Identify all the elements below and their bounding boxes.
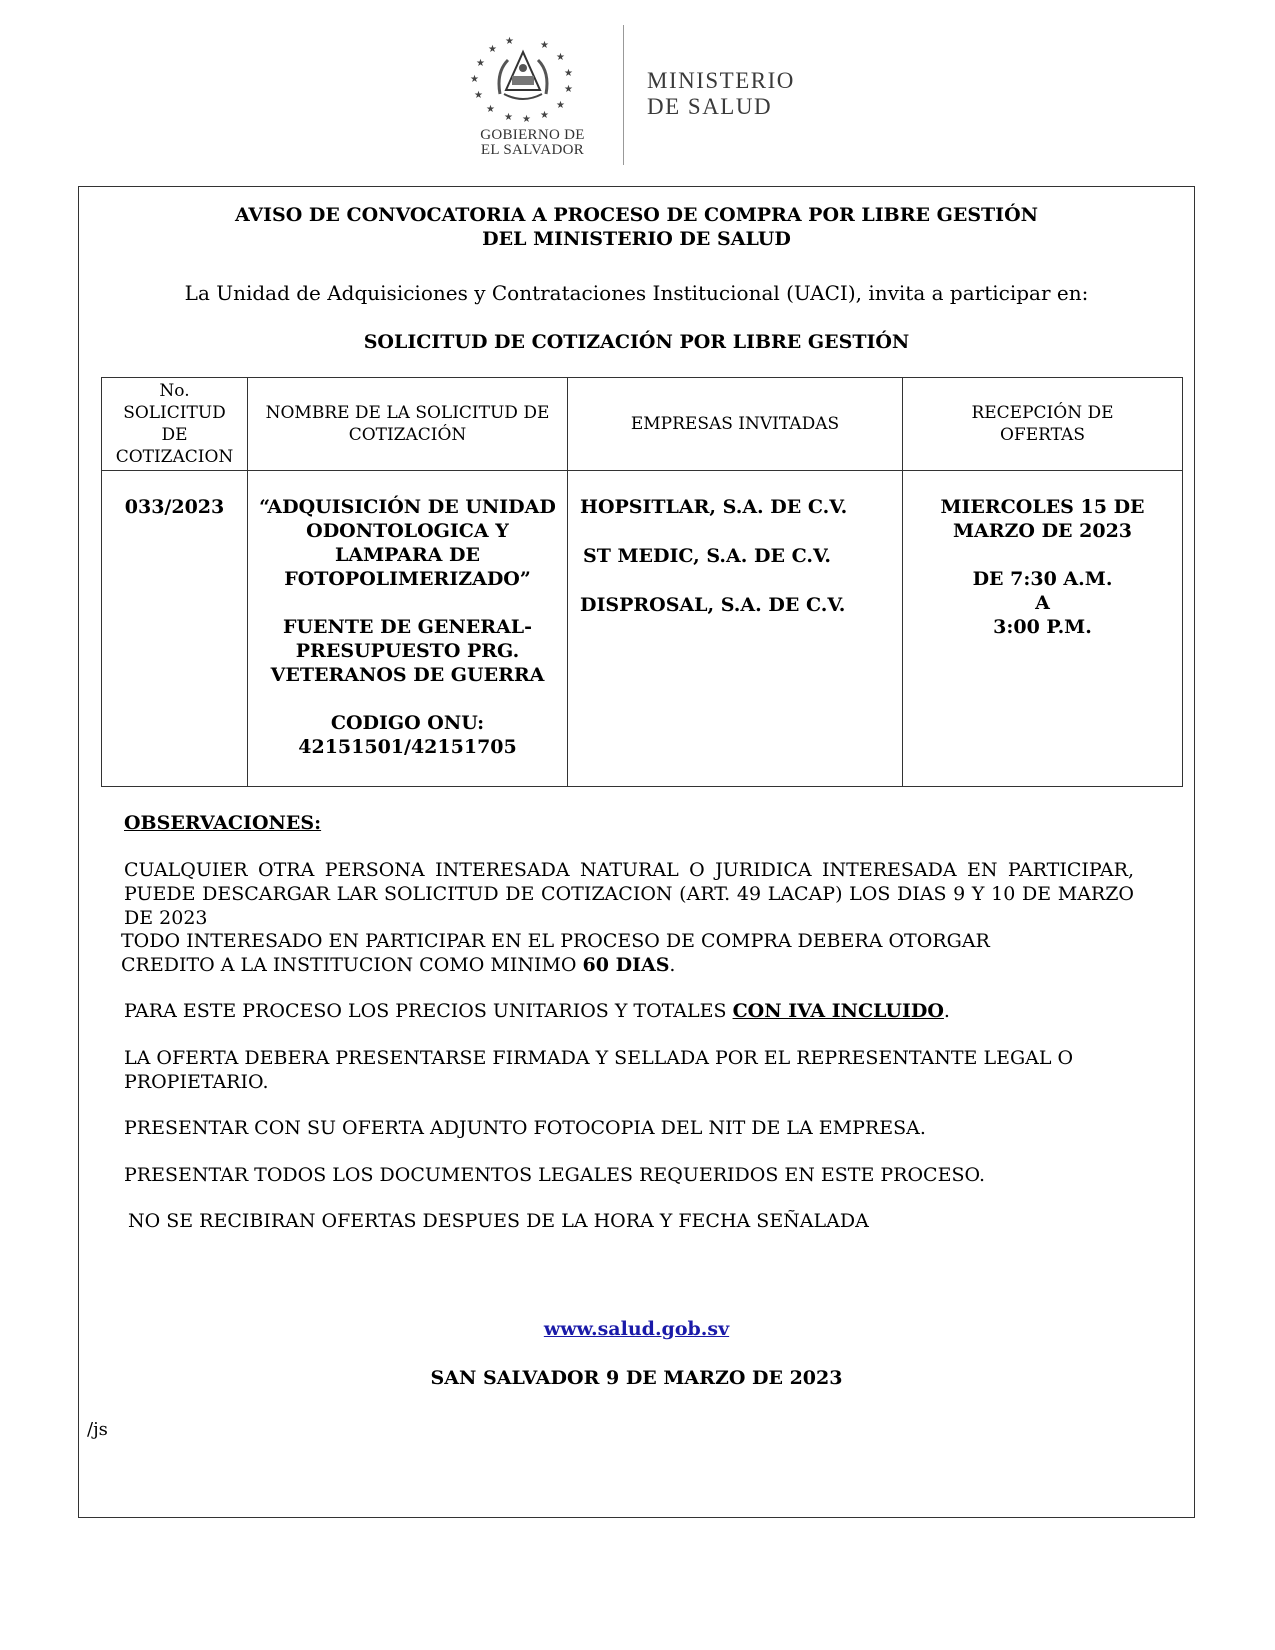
svg-text:★: ★ [505,36,514,47]
header-text: COTIZACIÓN [348,425,467,445]
coat-of-arms-icon [460,28,590,128]
observation-text: CREDITO A LA INSTITUCION COMO MINIMO [121,954,583,976]
request-name-cell [248,471,568,787]
svg-text:★: ★ [470,74,479,85]
svg-text:★: ★ [564,84,573,95]
funding-source-line: VETERANOS DE GUERRA [270,664,545,686]
observation-paragraph: CUALQUIER OTRA PERSONA INTERESADA NATURAL O JURIDICA INTERESADA EN PARTICIPAR, PUEDE DESCARGAR LAR SOLICITUD DE COTIZACION (ART. 49 LACAP) LOS DIAS 9 Y 10 DE MARZO DE 2023 [124,859,1134,929]
svg-text:★: ★ [488,44,497,55]
observations-heading: OBSERVACIONES: [124,812,322,834]
header-text: EMPRESAS INVITADAS [630,414,840,434]
funding-source-line: PRESUPUESTO PRG. [295,640,520,662]
observation-paragraph [124,999,1134,1023]
header-invited-companies [568,378,903,471]
reception-time-line: A [1035,592,1050,614]
ministry-line1: MINISTERIO [647,68,795,93]
notice-title-line2: DEL MINISTERIO DE SALUD [482,228,791,250]
invited-companies-cell [568,471,903,787]
request-name-line: “ADQUISICIÓN DE UNIDAD [259,496,556,518]
table-row [102,471,1183,787]
svg-text:★: ★ [556,52,565,63]
header-text: DE [161,425,188,445]
gov-caption-line2: EL SALVADOR [480,142,585,158]
request-number: 033/2023 [124,496,225,518]
author-initials: /js [87,1419,108,1440]
svg-text:★: ★ [540,110,549,121]
svg-text:★: ★ [504,112,513,123]
credit-days: 60 DIAS [582,954,670,976]
onu-code-value: 42151501/42151705 [298,736,517,758]
notice-subtitle: SOLICITUD DE COTIZACIÓN POR LIBRE GESTIÓN [363,331,910,353]
government-caption [460,128,605,158]
company-name: DISPROSAL, S.A. DE C.V. [580,594,846,616]
notice-title-line1: AVISO DE CONVOCATORIA A PROCESO DE COMPRA POR LIBRE GESTIÓN [235,204,1038,226]
svg-text:★: ★ [556,100,565,111]
offer-reception-cell [903,471,1183,787]
reception-date-line: MIERCOLES 15 DE [940,496,1145,518]
request-name-line: ODONTOLOGICA Y [306,520,509,542]
website-link[interactable]: www.salud.gob.sv [543,1318,730,1340]
svg-text:★: ★ [476,58,485,69]
request-name-line: FOTOPOLIMERIZADO” [284,568,531,590]
svg-text:★: ★ [522,114,531,125]
notice-frame [78,186,1195,1518]
svg-text:★: ★ [474,90,483,101]
svg-text:★: ★ [540,40,549,51]
header-text: No. [159,381,190,401]
company-name: HOPSITLAR, S.A. DE C.V. [580,496,848,518]
observation-paragraph: NO SE RECIBIRAN OFERTAS DESPUES DE LA HORA Y FECHA SEÑALADA [128,1210,869,1232]
funding-source-line: FUENTE DE GENERAL- [282,616,533,638]
header-text: SOLICITUD [123,403,226,423]
table-header-row [102,378,1183,471]
quotation-table [101,377,1183,787]
notice-title [79,203,1194,251]
observation-text: TODO INTERESADO EN PARTICIPAR EN EL PROCESO DE COMPRA DEBERA OTORGAR [121,930,990,952]
observation-paragraph: LA OFERTA DEBERA PRESENTARSE FIRMADA Y SELLADA POR EL REPRESENTANTE LEGAL O PROPIETARIO. [124,1047,1074,1093]
observation-paragraph: PRESENTAR TODOS LOS DOCUMENTOS LEGALES REQUERIDOS EN ESTE PROCESO. [124,1164,985,1186]
header-text: NOMBRE DE LA SOLICITUD DE [265,403,550,423]
header-text: COTIZACION [115,447,234,467]
header-offer-reception [903,378,1183,471]
header-request-name [248,378,568,471]
ministry-name [647,68,795,120]
request-name-line: LAMPARA DE [335,544,480,566]
observation-text: . [943,1000,950,1022]
header-divider [623,25,624,165]
header-text: OFERTAS [1000,425,1085,445]
onu-code-label: CODIGO ONU: [330,712,485,734]
intro-text: La Unidad de Adquisiciones y Contrataciones Institucional (UACI), invita a participar en: [184,281,1089,305]
svg-text:★: ★ [564,68,573,79]
reception-time-line: DE 7:30 A.M. [972,568,1113,590]
observation-text: PARA ESTE PROCESO LOS PRECIOS UNITARIOS Y TOTALES [124,1000,733,1022]
signoff-date: SAN SALVADOR 9 DE MARZO DE 2023 [430,1367,843,1389]
gov-caption-line1: GOBIERNO DE [480,127,585,143]
company-name: ST MEDIC, S.A. DE C.V. [583,545,832,567]
reception-time-line: 3:00 P.M. [993,616,1092,638]
vat-included: CON IVA INCLUIDO [732,1000,944,1022]
observation-paragraph [121,929,1131,977]
request-number-cell [102,471,248,787]
header-text: RECEPCIÓN DE [971,403,1114,423]
svg-text:★: ★ [486,104,495,115]
observation-text: . [669,954,676,976]
reception-date-line: MARZO DE 2023 [952,520,1133,542]
observation-paragraph: PRESENTAR CON SU OFERTA ADJUNTO FOTOCOPIA DEL NIT DE LA EMPRESA. [124,1117,926,1139]
header-request-number [102,378,248,471]
ministry-line2: DE SALUD [647,94,773,119]
